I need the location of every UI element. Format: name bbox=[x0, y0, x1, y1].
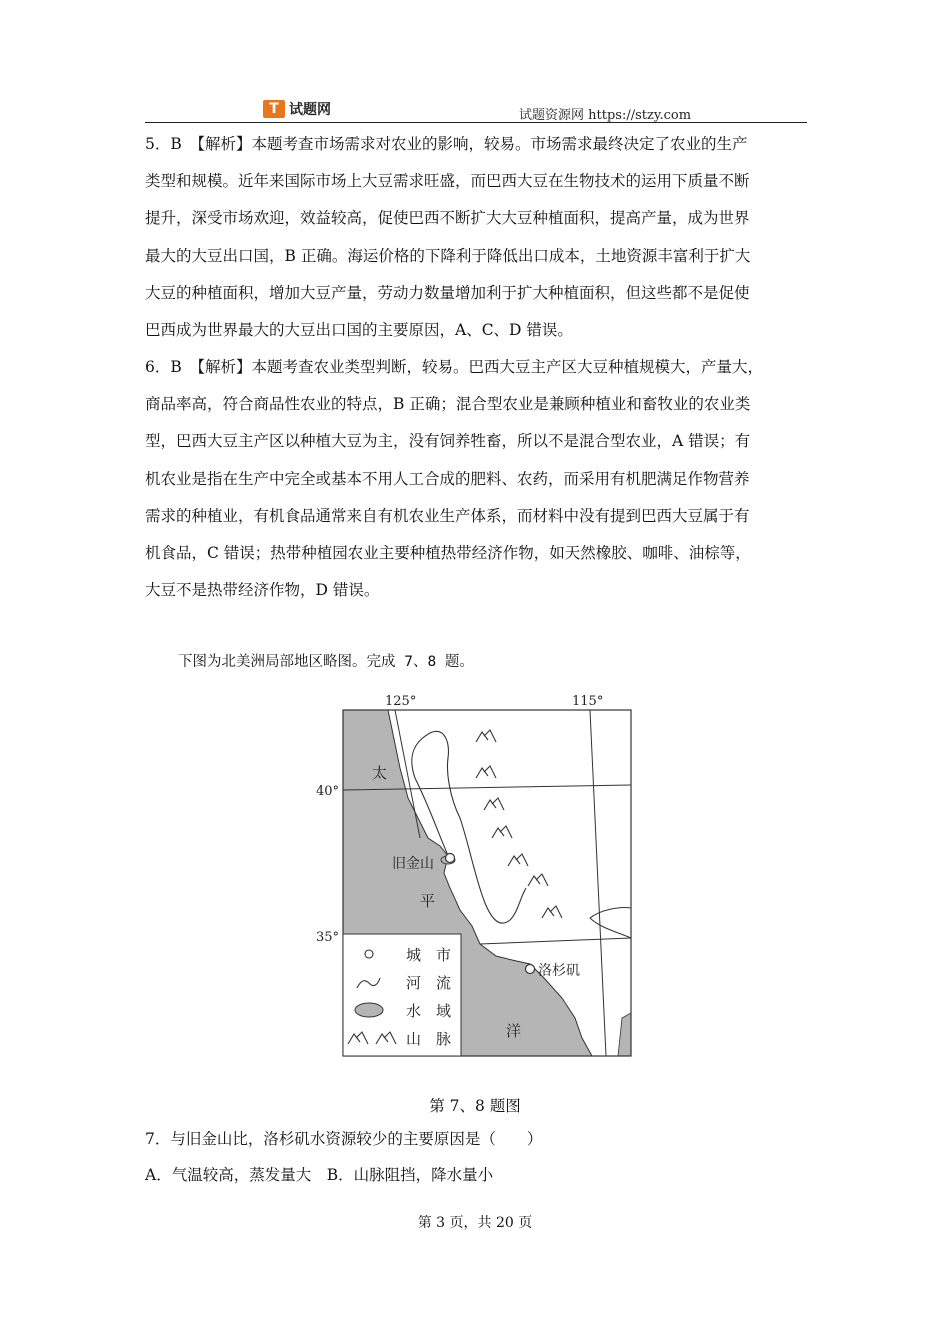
text-line: 最大的大豆出口国，B 正确。海运价格的下降利于降低出口成本，土地资源丰富利于扩大 bbox=[145, 246, 751, 265]
question-7-options: A．气温较高，蒸发量大 B．山脉阻挡，降水量小 bbox=[145, 1166, 494, 1184]
san-francisco-marker bbox=[446, 854, 455, 863]
lat-label: 40° bbox=[316, 784, 340, 799]
logo-text: 试题网 bbox=[289, 102, 331, 118]
legend-label: 山 脉 bbox=[406, 1030, 452, 1048]
legend-label: 水 域 bbox=[406, 1002, 452, 1020]
ocean-label-tai: 太 bbox=[372, 764, 388, 782]
text-line: 大豆不是热带经济作物，D 错误。 bbox=[145, 581, 380, 600]
legend-label: 城 市 bbox=[406, 946, 452, 964]
los-angeles-label: 洛杉矶 bbox=[538, 963, 580, 979]
ocean-label-yang: 洋 bbox=[506, 1022, 522, 1040]
text-line: 大豆的种植面积，增加大豆产量，劳动力数量增加利于扩大种植面积，但这些都不是促使 bbox=[145, 283, 750, 302]
ocean-label-ping: 平 bbox=[420, 892, 436, 910]
text-line: 5．B 【解析】本题考查市场需求对农业的影响，较易。市场需求最终决定了农业的生产 bbox=[145, 135, 748, 153]
lat-label: 35° bbox=[316, 930, 340, 945]
text-line: 机农业是指在生产中完全或基本不用人工合成的肥料、农药，而采用有机肥满足作物营养 bbox=[145, 469, 750, 488]
city-circle-icon bbox=[365, 950, 373, 958]
water-ellipse-icon bbox=[355, 1003, 383, 1017]
question-7-stem: 7．与旧金山比，洛杉矶水资源较少的主要原因是（ ） bbox=[145, 1130, 543, 1148]
site-logo[interactable] bbox=[263, 99, 331, 119]
text-line: 提升，深受市场欢迎，效益较高，促使巴西不断扩大大豆种植面积，提高产量，成为世界 bbox=[145, 209, 750, 228]
page-header bbox=[145, 96, 807, 123]
north-america-map bbox=[300, 688, 650, 1064]
question-intro: 下图为北美洲局部地区略图。完成 7、8 题。 bbox=[178, 654, 474, 670]
text-line: 6．B 【解析】本题考查农业类型判断，较易。巴西大豆主产区大豆种植规模大，产量大， bbox=[145, 358, 764, 376]
answer-6 bbox=[145, 349, 815, 609]
san-francisco-label: 旧金山 bbox=[392, 856, 434, 872]
text-line: 型，巴西大豆主产区以种植大豆为主，没有饲养牲畜，所以不是混合型农业，A 错误；有 bbox=[145, 432, 751, 451]
lon-label: 115° bbox=[572, 694, 604, 709]
text-line: 机食品，C 错误；热带种植园农业主要种植热带经济作物，如天然橡胶、咖啡、油棕等， bbox=[145, 543, 751, 562]
lon-label: 125° bbox=[385, 694, 417, 709]
legend-label: 河 流 bbox=[406, 974, 452, 992]
los-angeles-marker bbox=[526, 965, 535, 974]
text-line: 类型和规模。近年来国际市场上大豆需求旺盛，而巴西大豆在生物技术的运用下质量不断 bbox=[145, 172, 750, 191]
figure-caption: 第 7、8 题图 bbox=[429, 1097, 521, 1115]
page-footer: 第 3 页，共 20 页 bbox=[417, 1215, 533, 1231]
site-url[interactable]: 试题资源网 https://stzy.com bbox=[519, 108, 692, 123]
logo-badge-icon: T bbox=[263, 100, 285, 118]
text-line: 需求的种植业，有机食品通常来自有机农业生产体系，而材料中没有提到巴西大豆属于有 bbox=[145, 506, 750, 525]
answer-5 bbox=[145, 126, 815, 349]
text-line: 巴西成为世界最大的大豆出口国的主要原因，A、C、D 错误。 bbox=[145, 320, 573, 339]
text-line: 商品率高，符合商品性农业的特点，B 正确；混合型农业是兼顾种植业和畜牧业的农业类 bbox=[145, 395, 751, 414]
